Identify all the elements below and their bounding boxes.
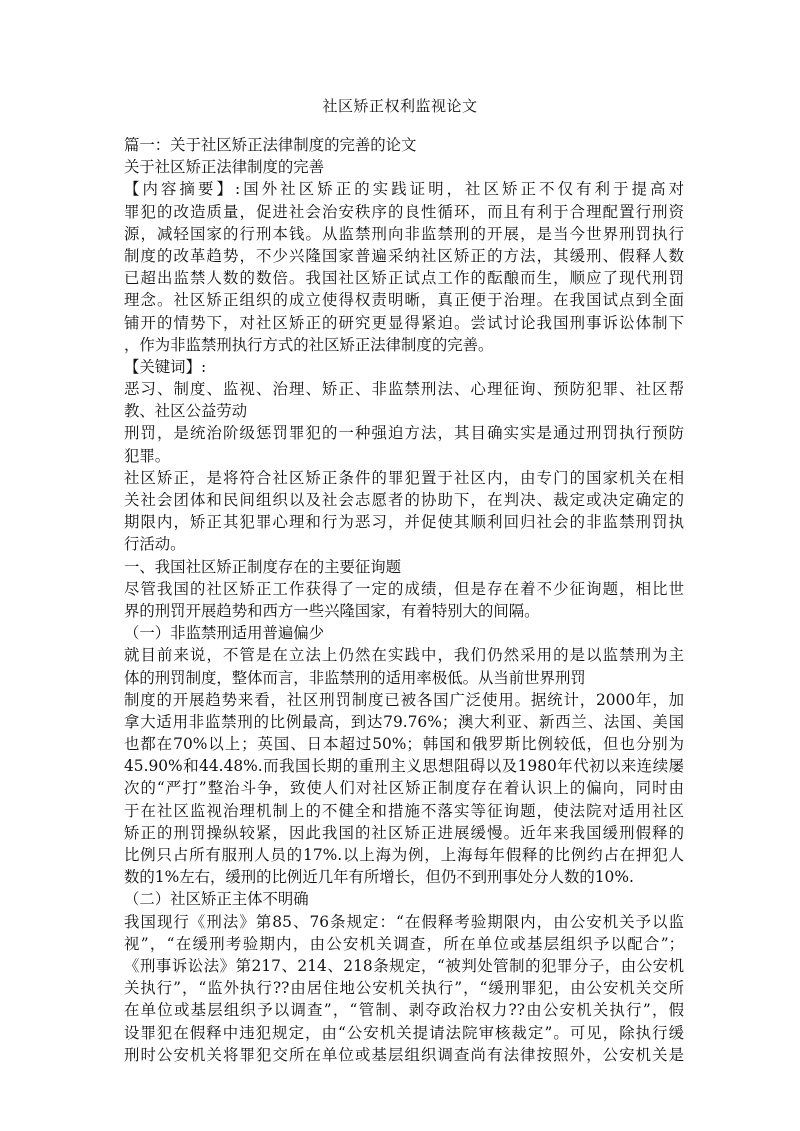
body-line: 视”，“在缓刑考验期内，由公安机关调查，所在单位或基层组织予以配合”； (124, 934, 684, 953)
body-line: 罪犯的改造质量，促进社会治安秩序的良性循环，而且有利于合理配置行刑资 (124, 202, 684, 221)
body-line: 《刑事诉讼法》第217、214、218条规定，“被判处管制的犯罪分子，由公安机 (124, 956, 684, 975)
body-line: 关于社区矫正法律制度的完善 (124, 158, 325, 177)
body-line: 关执行”，“监外执行??由居住地公安机关执行”，“缓刑罪犯，由公安机关交所 (124, 979, 684, 998)
document-title: 社区矫正权利监视论文 (322, 97, 478, 115)
body-line: 理念。社区矫正组织的成立使得权责明晰，真正便于治理。在我国试点到全面 (124, 291, 684, 310)
body-line: 犯罪。 (124, 446, 171, 465)
body-line: 数的1%左右，缓刑的比例近几年有所增长，但仍不到刑事处分人数的10%. (124, 868, 634, 887)
body-line: （一）非监禁刑适用普遍偏少 (124, 624, 325, 643)
body-line: 篇一：关于社区矫正法律制度的完善的论文 (124, 136, 417, 154)
body-line: 刑罚，是统治阶级惩罚罪犯的一种强迫方法，其目确实实是通过刑罚执行预防 (124, 424, 684, 443)
body-line: 就目前来说，不管是在立法上仍然在实践中，我们仍然采用的是以监禁刑为主 (124, 646, 684, 665)
body-line: 【关键词】: (124, 357, 207, 376)
body-line: 尽管我国的社区矫正工作获得了一定的成绩，但是存在着不少征询题，相比世 (124, 579, 684, 598)
body-line: 设罪犯在假释中违犯规定，由“公安机关提请法院审核裁定”。可见，除执行缓 (124, 1023, 684, 1042)
body-line: 恶习、制度、监视、治理、矫正、非监禁刑法、心理征询、预防犯罪、社区帮 (124, 380, 684, 399)
body-line: 于在社区监视治理机制上的不健全和措施不落实等征询题，使法院对适用社区 (124, 801, 684, 820)
body-line: 铺开的情势下，对社区矫正的研究更显得紧迫。尝试讨论我国刑事诉讼体制下 (124, 313, 684, 332)
body-line: ，作为非监禁刑执行方式的社区矫正法律制度的完善。 (124, 335, 494, 354)
body-line: 比例只占所有服刑人员的17%.以上海为例，上海每年假释的比例约占在押犯人 (124, 846, 684, 864)
body-line: 刑时公安机关将罪犯交所在单位或基层组织调查尚有法律按照外，公安机关是 (124, 1045, 684, 1064)
body-line: 在单位或基层组织予以调查”，“管制、剥夺政治权力??由公安机关执行”，假 (124, 1001, 684, 1020)
body-line: 次的“严打”整治斗争，致使人们对社区矫正制度存在着认识上的偏向，同时由 (124, 779, 684, 798)
body-line: 源，减轻国家的行刑本钱。从监禁刑向非监禁刑的开展，是当今世界刑罚执行 (124, 224, 684, 243)
body-line: 拿大适用非监禁刑的比例最高，到达79.76%；澳大利亚、新西兰、法国、美国 (124, 712, 684, 731)
body-line: 关社会团体和民间组织以及社会志愿者的协助下，在判决、裁定或决定确定的 (124, 491, 684, 509)
body-line: 界的刑罚开展趋势和西方一些兴隆国家，有着特别大的间隔。 (124, 601, 540, 620)
body-line: 体的刑罚制度，整体而言，非监禁刑的适用率极低。从当前世界刑罚 (124, 668, 586, 687)
body-line: 已超出监禁人数的数倍。我国社区矫正试点工作的酝酿而生，顺应了现代刑罚 (124, 269, 684, 288)
body-line: 45.90%和44.48%.而我国长期的重刑主义思想阻碍以及1980年代初以来连续屡 (124, 757, 684, 776)
body-line: （二）社区矫正主体不明确 (124, 890, 309, 909)
body-line: 制度的开展趋势来看，社区刑罚制度已被各国广泛使用。据统计，2000年，加 (124, 690, 684, 709)
body-line: 也都在70%以上；英国、日本超过50%；韩国和俄罗斯比例较低，但也分别为 (124, 735, 684, 754)
body-line: 行活动。 (124, 535, 186, 554)
body-line: 一、我国社区矫正制度存在的主要征询题 (124, 557, 402, 576)
body-line: 矫正的刑罚操纵较紧，因此我国的社区矫正进展缓慢。近年来我国缓刑假释的 (124, 823, 684, 842)
body-line: 【内容摘要】:国外社区矫正的实践证明，社区矫正不仅有利于提高对 (124, 180, 684, 199)
body-line: 社区矫正，是将符合社区矫正条件的罪犯置于社区内，由专门的国家机关在相 (124, 468, 684, 487)
body-line: 期限内，矫正其犯罪心理和行为恶习，并促使其顺利回归社会的非监禁刑罚执 (124, 513, 684, 532)
document-body (124, 134, 684, 1066)
body-line: 制度的改革趋势，不少兴隆国家普遍采纳社区矫正的方法，其缓刑、假释人数 (124, 246, 684, 265)
body-line: 我国现行《刑法》第85、76条规定：“在假释考验期限内，由公安机关予以监 (124, 912, 684, 931)
body-line: 教、社区公益劳动 (124, 402, 248, 421)
